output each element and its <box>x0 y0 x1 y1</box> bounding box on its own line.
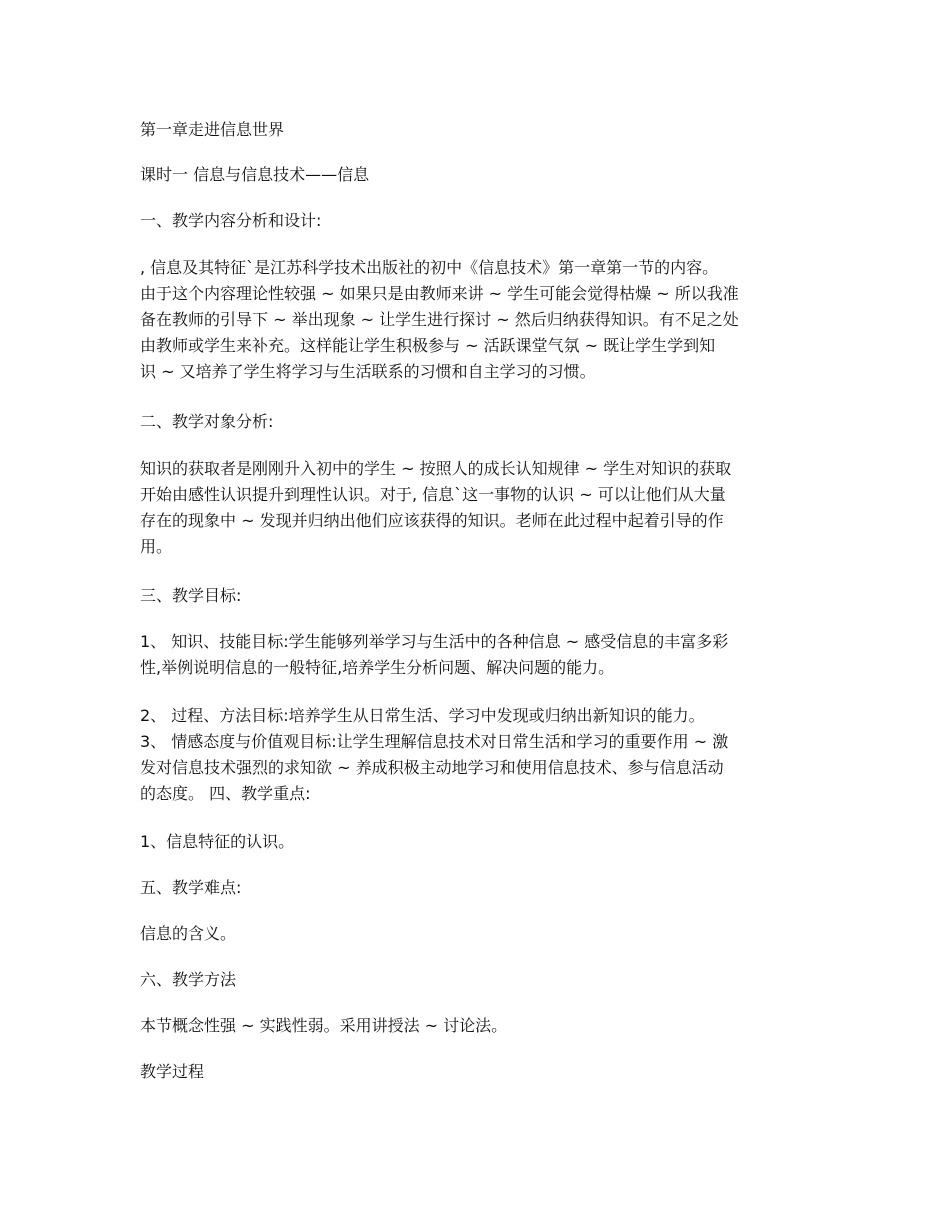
process-heading: 教学过程 <box>140 1062 205 1081</box>
section2-line: 存在的现象中 ~ 发现并归纳出他们应该获得的知识。老师在此过程中起着引导的作 <box>140 511 724 530</box>
section1-heading: 一、教学内容分析和设计: <box>140 211 322 230</box>
section2-line: 用。 <box>140 537 173 556</box>
section1-body <box>140 255 820 385</box>
section1-line: 备在教师的引导下 ~ 举出现象 ~ 让学生进行探讨 ~ 然后归纳获得知识。有不足之处 <box>140 310 739 329</box>
section5-heading: 五、教学难点: <box>140 878 242 897</box>
key-point: 1、信息特征的认识。 <box>140 832 295 851</box>
section1-line: 由教师或学生来补充。这样能让学生积极参与 ~ 活跃课堂气氛 ~ 既让学生学到知 <box>140 336 716 355</box>
section2-line: 开始由感性认识提升到理性认识。对于, 信息`这一事物的认识 ~ 可以让他们从大量 <box>140 485 726 504</box>
section2-line: 知识的获取者是刚刚升入初中的学生 ~ 按照人的成长认知规律 ~ 学生对知识的获取 <box>140 459 732 478</box>
section1-line: 由于这个内容理论性较强 ~ 如果只是由教师来讲 ~ 学生可能会觉得枯燥 ~ 所以我准 <box>140 284 739 303</box>
goal-line: 3、 情感态度与价值观目标:让学生理解信息技术对日常生活和学习的重要作用 ~ 激 <box>140 732 729 751</box>
goal-1 <box>140 629 820 681</box>
goal-line: 发对信息技术强烈的求知欲 ~ 养成积极主动地学习和使用信息技术、参与信息活动 <box>140 758 724 777</box>
section1-line: 识 ~ 又培养了学生将学习与生活联系的习惯和自主学习的习惯。 <box>140 362 596 381</box>
lesson-title: 课时一 信息与信息技术——信息 <box>140 165 370 184</box>
method-text: 本节概念性强 ~ 实践性弱。采用讲授法 ~ 讨论法。 <box>140 1016 508 1035</box>
section6-heading: 六、教学方法 <box>140 970 237 989</box>
section3-heading: 三、教学目标: <box>140 586 242 605</box>
section2-heading: 二、教学对象分析: <box>140 412 274 431</box>
difficulty-text: 信息的含义。 <box>140 924 237 943</box>
section2-body <box>140 456 820 560</box>
goals-2-3 <box>140 703 820 807</box>
goal-1-line: 性,举例说明信息的一般特征,培养学生分析问题、解决问题的能力。 <box>140 658 615 677</box>
section1-line: , 信息及其特征`是江苏科学技术出版社的初中《信息技术》第一章第一节的内容。 <box>140 258 719 277</box>
goal-line: 的态度。 四、教学重点: <box>140 784 311 803</box>
goal-1-line: 1、 知识、技能目标:学生能够列举学习与生活中的各种信息 ~ 感受信息的丰富多彩 <box>140 632 729 651</box>
goal-line: 2、 过程、方法目标:培养学生从日常生活、学习中发现或归纳出新知识的能力。 <box>140 706 705 725</box>
chapter-title: 第一章走进信息世界 <box>140 120 285 139</box>
